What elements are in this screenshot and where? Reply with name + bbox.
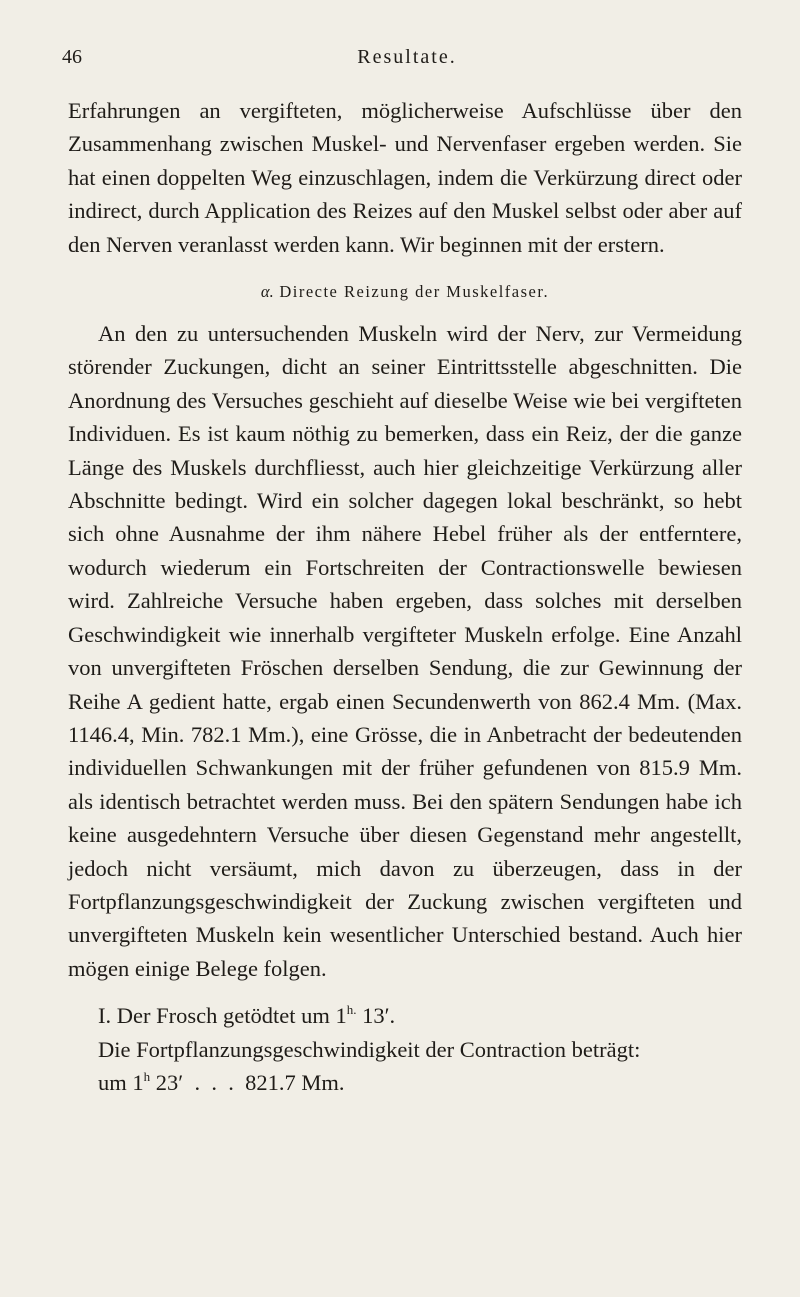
section-marker: α.: [260, 282, 274, 302]
experiment-result-intro: Die Fortpflanzungsgeschwindigkeit der Contraction beträgt:: [98, 1036, 641, 1062]
paragraph-1: Erfahrungen an vergifteten, möglicherweise Aufschlüsse über den Zusammenhang zwischen Muskel- und Nervenfaser ergeben werden. Sie hat einen doppelten Weg einzuschlagen, indem die Verkürzung direct oder indirect, durch Application des Reizes auf den Muskel selbst oder aber auf den Nerven veranlasst werden kann. Wir beginnen mit der erstern.: [68, 98, 742, 257]
paragraph-2: An den zu untersuchenden Muskeln wird der Nerv, zur Vermeidung störender Zuckungen, dicht an seiner Eintrittsstelle abgeschnitten. Die Anordnung des Versuches geschieht auf dieselbe Weise wie bei vergifteten Individuen. Es ist kaum nöthig zu bemerken, dass ein Reiz, der die ganze Länge des Muskels durchfliesst, auch hier gleichzeitige Verkürzung aller Abschnitte bedingt. Wird ein solcher dagegen lokal beschränkt, so hebt sich ohne Ausnahme der ihm nähere Hebel früher als der entferntere, wodurch wiederum ein Fortschreiten der Contractionswelle bewiesen wird. Zahlreiche Versuche haben ergeben, dass solches mit derselben Geschwindigkeit wie innerhalb vergifteter Muskeln erfolge. Eine Anzahl von unvergifteten Fröschen derselben Sendung, die zur Gewinnung der Reihe A gedient hatte, ergab einen Secundenwerth von 862.4 Mm. (Max. 1146.4, Min. 782.1 Mm.), eine Grösse, die in Anbetracht der bedeutenden individuellen Schwankungen mit der früher gefundenen von 815.9 Mm. als identisch betrachtet werden muss. Bei den spätern Sendungen habe ich keine ausgedehntern Versuche über diesen Gegenstand mehr angestellt, jedoch nicht versäumt, mich davon zu überzeugen, dass in der Fortpflanzungsgeschwindigkeit der Zuckung zwischen vergifteten und unvergifteten Muskeln kein wesentlicher Unterschied bestand. Auch hier mögen einige Belege folgen.: [68, 321, 742, 981]
running-title: Resultate.: [357, 46, 457, 68]
experiment-label: I. Der Frosch getödtet um $1^{h.}$ 13′.: [98, 1002, 396, 1029]
page-number: 46: [62, 46, 82, 68]
page-header: [62, 46, 752, 76]
section-heading: [68, 280, 742, 304]
section-title: Directe Reizung der Muskelfaser.: [279, 282, 550, 302]
body-text: [68, 94, 742, 1099]
experiment-result-row: um 1$^h$ 23′ . . . 821.7 Mm.: [98, 1068, 345, 1095]
